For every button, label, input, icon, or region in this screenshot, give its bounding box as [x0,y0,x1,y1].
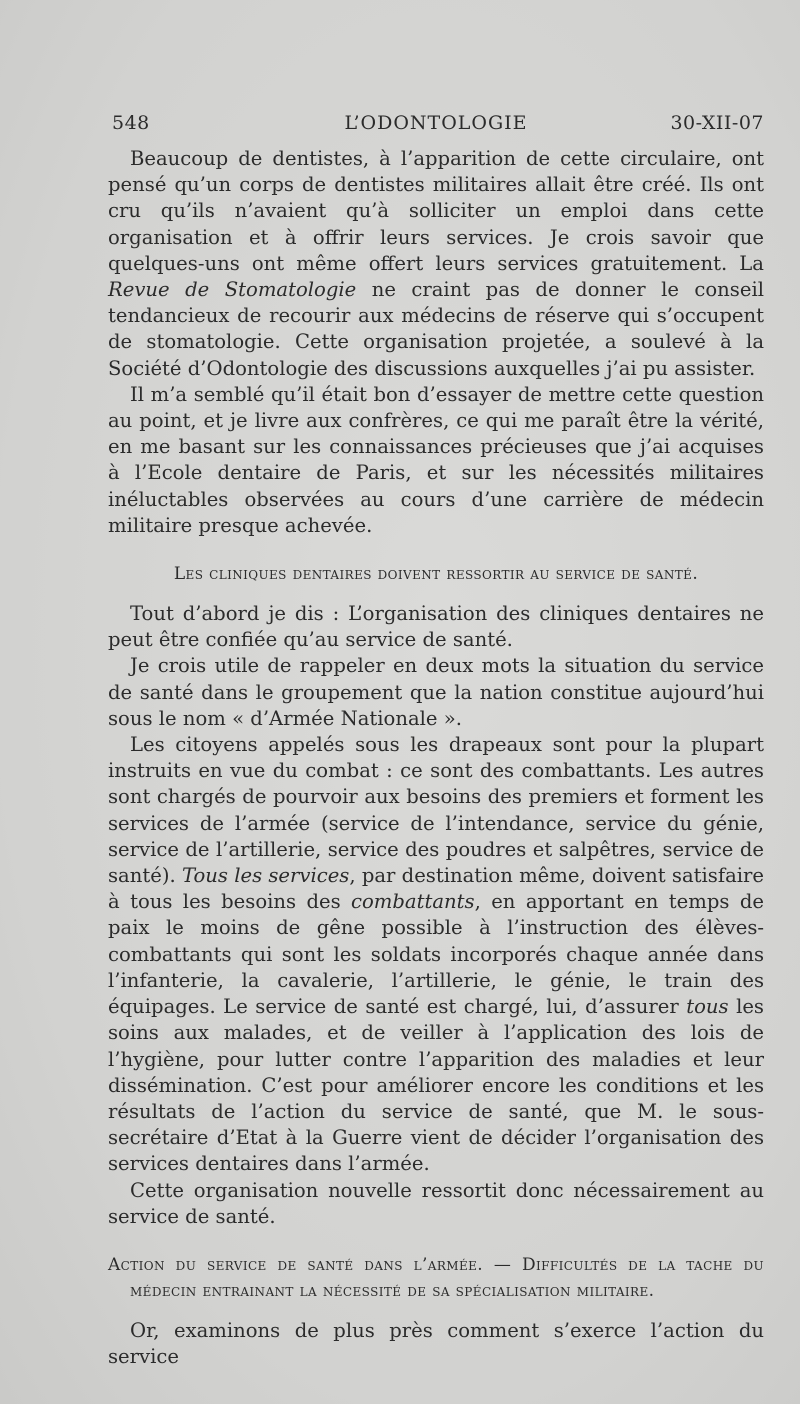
paragraph: Je crois utile de rappeler en deux mots la situation du service de santé dans le groupement que la nation constitue aujourd’hui sous le nom « d’Armée Nationale ». [108,654,764,730]
running-title: L’ODONTOLOGIE [344,112,528,134]
paragraph: Il m’a semblé qu’il était bon d’essayer de mettre cette question au point, et je livre aux confrères, ce qui me paraît être la vérité, en me basant sur les connaissances précieuses que j’ai acquises à l’Ecole dentaire de Paris, et sur les nécessités militaires inéluctables observées au cours d’une carrière de médecin militaire presque achevée. [108,382,764,537]
section-heading: Action du service de santé dans l’armée. — Difficultés de la tache du médecin entrainant la nécessité de sa spécialisation militaire. [108,1254,764,1301]
paragraph: Cette organisation nouvelle ressortit donc nécessairement au service de santé. [108,1178,764,1228]
journal-title: Revue de Stomatologie [108,278,357,302]
issue-date: 30-XII-07 [670,112,764,134]
paragraph: Or, examinons de plus près comment s’exerce l’action du service [108,1318,764,1369]
paragraph: Tout d’abord je dis : L’organisation des cliniques dentaires ne peut être confiée qu’au service de santé. [108,602,764,652]
page-number: 548 [112,112,150,134]
italic-text: combattants [351,890,475,914]
running-header [108,112,764,142]
section-heading: Les cliniques dentaires doivent ressortir au service de santé. [173,564,699,585]
paragraph: Les citoyens appelés sous les drapeaux sont pour la plupart instruits en vue du combat : ce sont des combattants. Les autres sont chargés de pourvoir aux besoins des premiers et forment les services de l’armée (service de l’intendance, service du génie, service de l’artillerie, service des poudres et salpêtres, service de santé). Tous les services, par destination même, doivent satisfaire à tous les besoins des combattants, en apportant en temps de paix le moins de gêne possible à l’instruction des élèves-combattants qui sont les soldats incorporés chaque année dans l’infanterie, la cavalerie, l’artillerie, le génie, le train des équipages. Le service de santé est chargé, lui, d’assurer tous les soins aux malades, et de veiller à l’application des lois de l’hygiène, pour lutter contre l’apparition des maladies et leur dissémination. C’est pour améliorer encore les conditions et les résultats de l’action du service de santé, que M. le sous-secrétaire d’Etat à la Guerre vient de décider l’organisation des services dentaires dans l’armée. [108,733,765,1176]
italic-text: Tous les services [181,864,350,888]
article-body [108,146,764,1370]
italic-text: tous [686,995,729,1019]
paragraph: Beaucoup de dentistes, à l’apparition de cette circulaire, ont pensé qu’un corps de dentistes militaires allait être créé. Ils ont cru qu’ils n’avaient qu’à solliciter un emploi dans cette organisation et à offrir leurs services. Je crois savoir que quelques-uns ont même offert leurs services gratuitement. La Revue de Stomatologie ne craint pas de donner le conseil tendancieux de recourir aux médecins de réserve qui s’occupent de stomatologie. Cette organisation projetée, a soulevé à la Société d’Odontologie des discussions auxquelles j’ai pu assister. [108,147,764,380]
